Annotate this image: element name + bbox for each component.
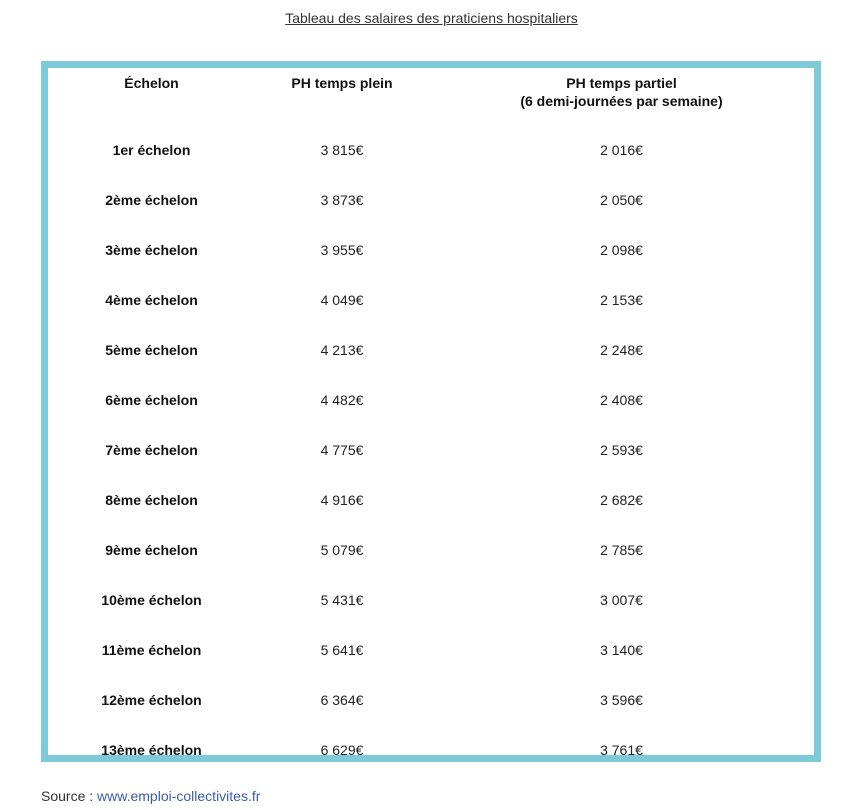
echelon-cell: 7ème échelon xyxy=(105,442,198,458)
temps-partiel-cell: 2 098€ xyxy=(600,242,643,258)
table-row xyxy=(48,342,814,362)
table-row xyxy=(48,442,814,462)
echelon-cell: 2ème échelon xyxy=(105,192,198,208)
echelon-cell: 6ème échelon xyxy=(105,392,198,408)
echelon-cell: 10ème échelon xyxy=(101,592,202,608)
header-temps-plein: PH temps plein xyxy=(291,75,393,91)
table-row xyxy=(48,642,814,662)
header-temps-partiel-title: PH temps partiel xyxy=(566,75,677,91)
temps-partiel-cell: 3 761€ xyxy=(600,742,643,758)
table-row xyxy=(48,742,814,762)
table-row xyxy=(48,292,814,312)
temps-plein-cell: 4 049€ xyxy=(320,292,364,308)
temps-partiel-cell: 2 682€ xyxy=(600,492,643,508)
temps-plein-cell: 5 079€ xyxy=(320,542,364,558)
header-temps-partiel-subtitle: (6 demi-journées par semaine) xyxy=(520,93,723,109)
temps-partiel-cell: 3 596€ xyxy=(600,692,643,708)
temps-partiel-cell: 3 140€ xyxy=(600,642,643,658)
source-label: Source : xyxy=(41,788,98,804)
echelon-cell: 8ème échelon xyxy=(105,492,198,508)
echelon-cell: 1er échelon xyxy=(112,142,191,158)
header-temps-partiel xyxy=(429,74,814,110)
temps-partiel-cell: 2 408€ xyxy=(600,392,643,408)
temps-plein-cell: 4 213€ xyxy=(320,342,364,358)
table-row xyxy=(48,242,814,262)
temps-plein-cell: 4 775€ xyxy=(320,442,364,458)
temps-partiel-cell: 2 785€ xyxy=(600,542,643,558)
table-row xyxy=(48,492,814,512)
temps-plein-cell: 6 629€ xyxy=(320,742,364,758)
temps-partiel-cell: 2 153€ xyxy=(600,292,643,308)
temps-plein-cell: 5 641€ xyxy=(320,642,364,658)
temps-plein-cell: 4 482€ xyxy=(320,392,364,408)
source-link[interactable]: www.emploi-collectivites.fr xyxy=(97,788,261,804)
table-row xyxy=(48,142,814,162)
table-row xyxy=(48,192,814,212)
temps-plein-cell: 6 364€ xyxy=(320,692,364,708)
table-header-row xyxy=(48,74,814,114)
temps-partiel-cell: 2 050€ xyxy=(600,192,643,208)
temps-plein-cell: 4 916€ xyxy=(320,492,364,508)
temps-partiel-cell: 3 007€ xyxy=(600,592,643,608)
header-echelon: Échelon xyxy=(124,75,179,91)
temps-plein-cell: 3 955€ xyxy=(320,242,364,258)
echelon-cell: 3ème échelon xyxy=(105,242,198,258)
source-line xyxy=(41,788,260,804)
table-row xyxy=(48,692,814,712)
echelon-cell: 5ème échelon xyxy=(105,342,198,358)
temps-plein-cell: 5 431€ xyxy=(320,592,364,608)
table-caption: Tableau des salaires des praticiens hospitaliers xyxy=(285,10,578,26)
temps-plein-cell: 3 815€ xyxy=(320,142,364,158)
table-row xyxy=(48,542,814,562)
echelon-cell: 13ème échelon xyxy=(101,742,202,758)
echelon-cell: 4ème échelon xyxy=(105,292,198,308)
temps-partiel-cell: 2 016€ xyxy=(600,142,643,158)
temps-partiel-cell: 2 248€ xyxy=(600,342,643,358)
temps-partiel-cell: 2 593€ xyxy=(600,442,643,458)
echelon-cell: 9ème échelon xyxy=(105,542,198,558)
echelon-cell: 12ème échelon xyxy=(101,692,202,708)
echelon-cell: 11ème échelon xyxy=(101,642,202,658)
table-row xyxy=(48,592,814,612)
table-row xyxy=(48,392,814,412)
salary-table xyxy=(41,61,821,762)
temps-plein-cell: 3 873€ xyxy=(320,192,364,208)
